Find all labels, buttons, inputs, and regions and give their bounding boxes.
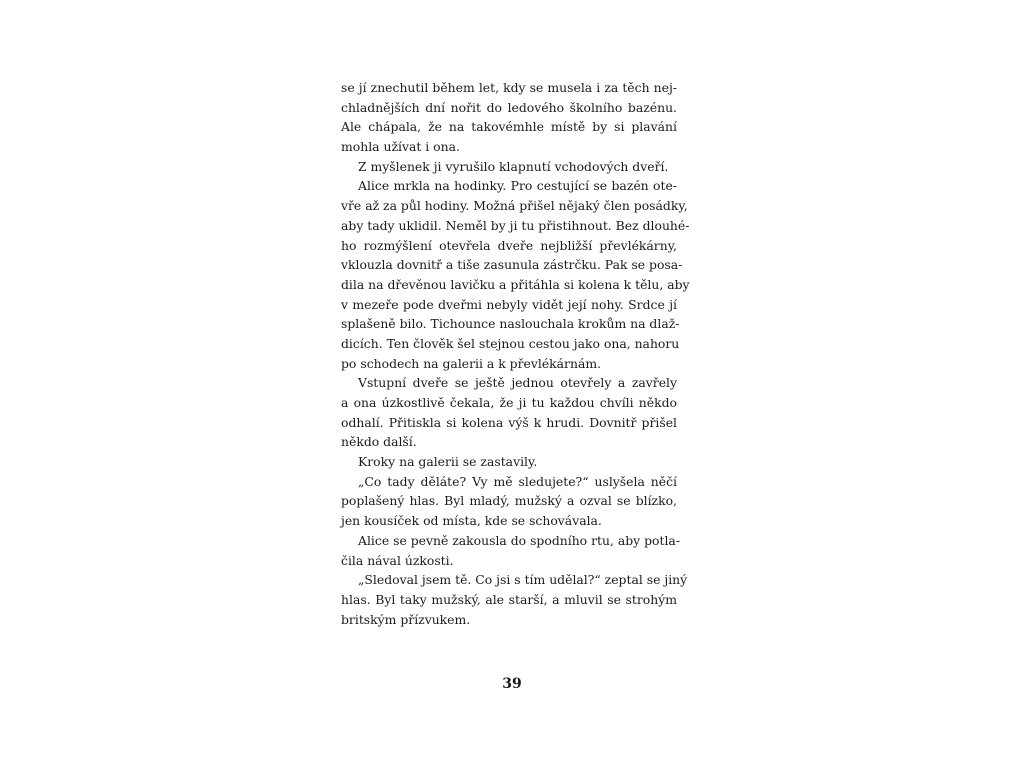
text-line: hlas. Byl taky mužský, ale starší, a mluvil se strohým bbox=[341, 591, 677, 607]
text-line: Ale chápala, že na takovémhle místě by si plavání bbox=[341, 119, 677, 135]
text-line: po schodech na galerii a k převlékárnám. bbox=[341, 355, 602, 371]
text-line: Kroky na galerii se zastavily. bbox=[358, 454, 538, 470]
text-line: chladnějších dní nořit do ledového školního bazénu. bbox=[341, 99, 677, 115]
text-line: Alice se pevně zakousla do spodního rtu, aby potla- bbox=[358, 532, 680, 548]
text-line: jen kousíček od místa, kde se schovávala. bbox=[341, 513, 602, 529]
text-line: ho rozmýšlení otevřela dveře nejbližší převlékárny, bbox=[341, 237, 677, 253]
text-line: a ona úzkostlivě čekala, že ji tu každou chvíli někdo bbox=[341, 395, 677, 410]
text-line: v mezeře pode dveřmi nebyly vidět její nohy. Srdce jí bbox=[341, 296, 677, 312]
text-line: Vstupní dveře se ještě jednou otevřely a zavřely bbox=[358, 375, 677, 391]
text-line: někdo další. bbox=[341, 434, 417, 450]
text-line: vklouzla dovnitř a tiše zasunula zástrčku. Pak se posa- bbox=[341, 257, 683, 273]
text-line: dila na dřevěnou lavičku a přitáhla si kolena k tělu, aby bbox=[341, 276, 690, 292]
text-line: aby tady uklidil. Neměl by ji tu přistihnout. Bez dlouhé- bbox=[341, 217, 690, 233]
text-line: vře až za půl hodiny. Možná přišel nějaký člen posádky, bbox=[341, 198, 688, 214]
text-line: se jí znechutil během let, kdy se musela i za těch nej- bbox=[341, 80, 677, 95]
body-text bbox=[341, 78, 690, 629]
text-line: „Co tady děláte? Vy mě sledujete?“ uslyšela něčí bbox=[358, 473, 677, 489]
text-line: odhalí. Přitiskla si kolena výš k hrudi. Dovnitř přišel bbox=[341, 414, 677, 430]
text-line: splašeně bilo. Tichounce naslouchala krokům na dlaž- bbox=[341, 316, 680, 332]
text-line: britským přízvukem. bbox=[341, 611, 471, 627]
text-line: Alice mrkla na hodinky. Pro cestující se bazén ote- bbox=[358, 178, 677, 194]
text-line: „Sledoval jsem tě. Co jsi s tím udělal?“ zeptal se jiný bbox=[358, 572, 688, 588]
page-number: 39 bbox=[502, 676, 522, 692]
text-line: Z myšlenek ji vyrušilo klapnutí vchodových dveří. bbox=[358, 158, 669, 174]
text-line: čila nával úzkosti. bbox=[341, 552, 454, 568]
text-line: poplašený hlas. Byl mladý, mužský a ozval se blízko, bbox=[341, 493, 677, 509]
text-line: dicích. Ten člověk šel stejnou cestou jako ona, nahoru bbox=[341, 335, 680, 351]
text-line: mohla užívat i ona. bbox=[341, 139, 460, 155]
